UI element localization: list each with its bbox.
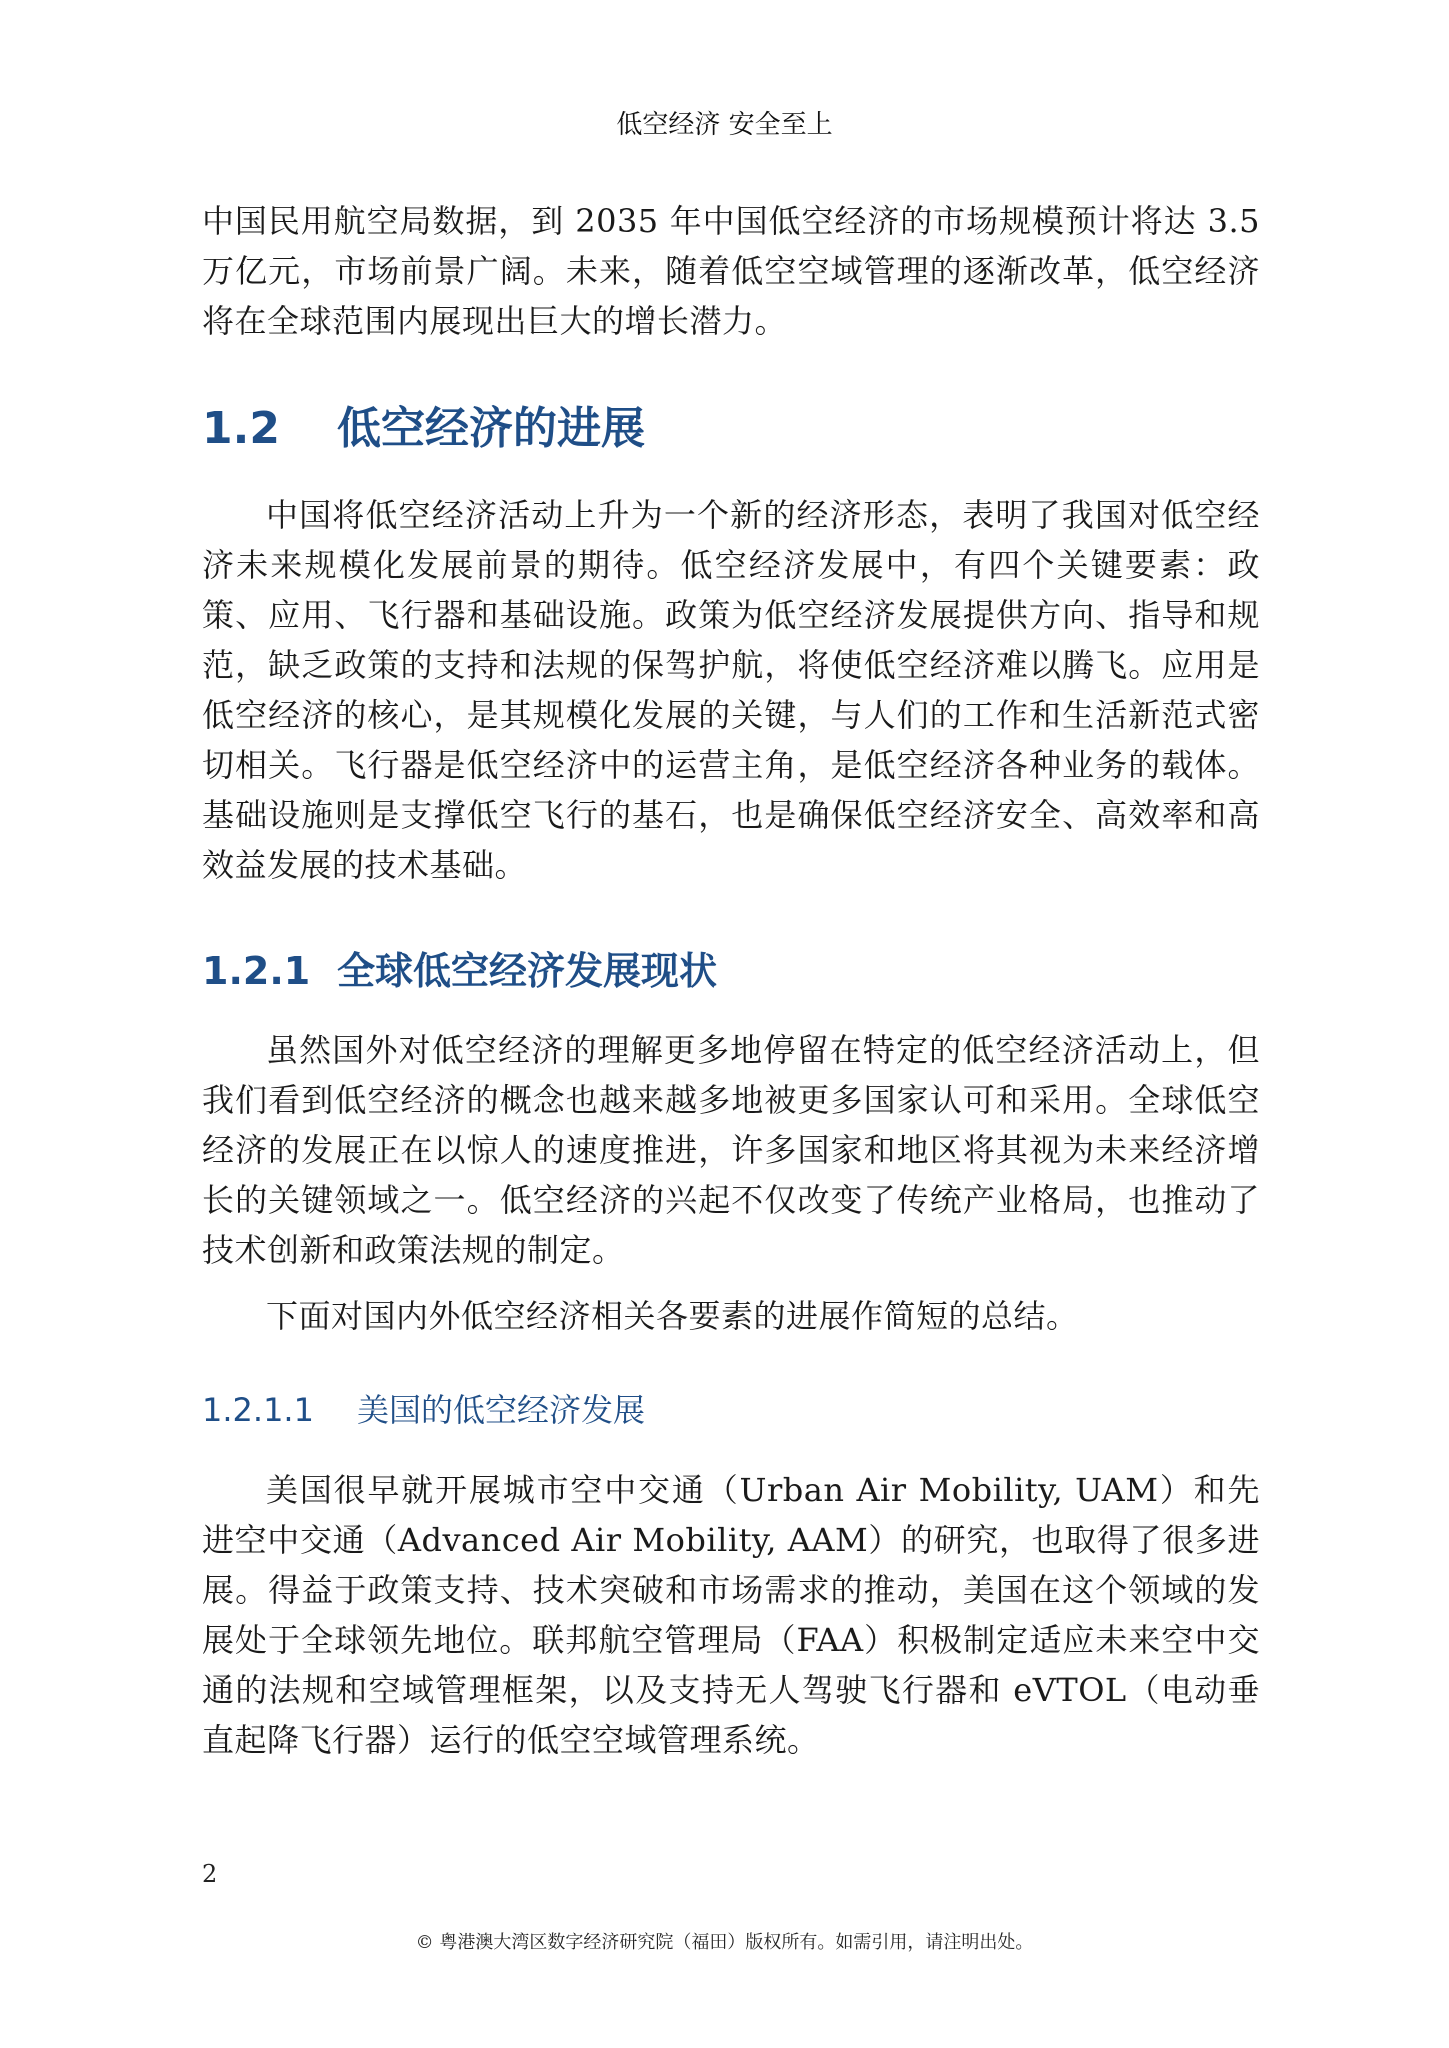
- intro-paragraph: 中国民用航空局数据，到 2035 年中国低空经济的市场规模预计将达 3.5 万亿元，市场前景广阔。未来，随着低空空域管理的逐渐改革，低空经济将在全球范围内展现出巨大的增长潜力。: [202, 202, 1260, 340]
- page-number: 2: [202, 1860, 218, 1888]
- usa-paragraph: 美国很早就开展城市空中交通（Urban Air Mobility, UAM）和先进空中交通（Advanced Air Mobility, AAM）的研究，也取得了很多进展。得益于政策支持、技术突破和市场需求的推动，美国在这个领域的发展处于全球领先地位。联邦航空管理局（FAA）积极制定适应未来空中交通的法规和空域管理框架，以及支持无人驾驶飞行器和 eVTOL（电动垂直起降飞行器）运行的低空空域管理系统。: [202, 1471, 1260, 1759]
- section-title: 低空经济的进展: [337, 403, 645, 454]
- section-heading-1-2-1-1: [202, 1385, 1260, 1431]
- document-body: [202, 196, 1260, 1781]
- progress-paragraph: 中国将低空经济活动上升为一个新的经济形态，表明了我国对低空经济未来规模化发展前景的期待。低空经济发展中，有四个关键要素：政策、应用、飞行器和基础设施。政策为低空经济发展提供方向、指导和规范，缺乏政策的支持和法规的保驾护航，将使低空经济难以腾飞。应用是低空经济的核心，是其规模化发展的关键，与人们的工作和生活新范式密切相关。飞行器是低空经济中的运营主角，是低空经济各种业务的载体。基础设施则是支撑低空飞行的基石，也是确保低空经济安全、高效率和高效益发展的技术基础。: [202, 496, 1260, 884]
- section-title: 全球低空经济发展现状: [337, 949, 718, 993]
- section-number: 1.2: [202, 403, 280, 454]
- section-heading-1-2: [202, 392, 1260, 456]
- running-header: 低空经济 安全至上: [616, 110, 833, 140]
- summary-paragraph: 下面对国内外低空经济相关各要素的进展作简短的总结。: [266, 1297, 1079, 1335]
- section-heading-1-2-1: [202, 940, 1260, 995]
- section-number: 1.2.1.1: [202, 1391, 314, 1429]
- copyright-footer: © 粤港澳大湾区数字经济研究院（福田）版权所有。如需引用，请注明出处。: [415, 1932, 1034, 1953]
- section-number: 1.2.1: [202, 949, 311, 993]
- section-title: 美国的低空经济发展: [357, 1391, 646, 1429]
- global-paragraph: 虽然国外对低空经济的理解更多地停留在特定的低空经济活动上，但我们看到低空经济的概念也越来越多地被更多国家认可和采用。全球低空经济的发展正在以惊人的速度推进，许多国家和地区将其视为未来经济增长的关键领域之一。低空经济的兴起不仅改变了传统产业格局，也推动了技术创新和政策法规的制定。: [202, 1031, 1260, 1269]
